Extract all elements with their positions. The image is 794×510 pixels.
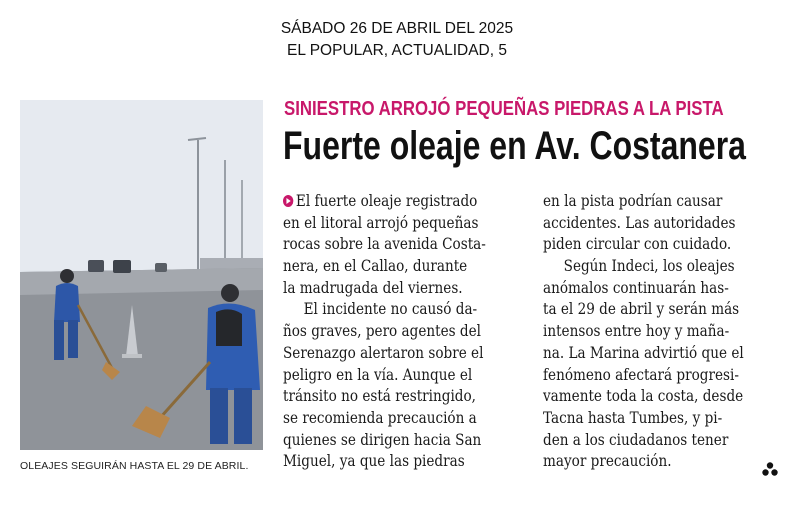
article-kicker: SINIESTRO ARROJÓ PEQUEÑAS PIEDRAS A LA PISTA — [284, 98, 724, 120]
body-line: mayor precaución. — [543, 451, 672, 471]
body-line: Serenazgo alertaron sobre el — [283, 342, 484, 362]
body-line: nera, en el Callao, durante — [283, 256, 468, 276]
body-line: se recomienda precaución a — [283, 407, 477, 427]
body-line: Miguel, ya que las piedras — [283, 451, 465, 471]
masthead-section: EL POPULAR, ACTUALIDAD, 5 — [287, 42, 507, 59]
body-line: El incidente no causó da- — [303, 299, 478, 319]
body-line: fenómeno afectará progresi- — [543, 364, 739, 384]
article-headline: Fuerte oleaje en Av. Costanera — [283, 124, 746, 168]
news-photo — [20, 100, 263, 450]
body-line: vamente toda la costa, desde — [543, 386, 744, 406]
end-of-article-icon — [762, 462, 778, 476]
body-line: den a los ciudadanos tener — [543, 429, 729, 449]
body-column-1 — [283, 190, 486, 472]
body-line: tránsito no está restringido, — [283, 386, 477, 406]
body-line: na. La Marina advirtió que el — [543, 342, 744, 362]
body-line: ta el 29 de abril y serán más — [543, 299, 740, 319]
masthead — [0, 18, 794, 62]
body-line: intensos entre hoy y maña- — [543, 321, 730, 341]
body-column-2 — [543, 190, 744, 472]
body-line: piden circular con cuidado. — [543, 234, 732, 254]
body-line: en el litoral arrojó pequeñas — [283, 212, 479, 232]
body-line: peligro en la vía. Aunque el — [283, 364, 473, 384]
body-line: rocas sobre la avenida Costa- — [283, 234, 486, 254]
body-line: Según Indeci, los oleajes — [563, 256, 735, 276]
masthead-date: SÁBADO 26 DE ABRIL DEL 2025 — [280, 20, 514, 37]
body-line: anómalos continuarán has- — [543, 277, 729, 297]
body-line: en la pista podrían causar — [543, 191, 723, 210]
body-line: Tacna hasta Tumbes, y pi- — [543, 407, 723, 427]
body-line: El fuerte oleaje registrado — [283, 190, 486, 212]
body-line: ños graves, pero agentes del — [283, 321, 482, 341]
body-line: la madrugada del viernes. — [283, 277, 463, 297]
photo-caption: OLEAJES SEGUIRÁN HASTA EL 29 DE ABRIL. — [20, 460, 249, 472]
body-line: accidentes. Las autoridades — [543, 212, 736, 232]
play-circle-icon — [283, 195, 293, 207]
body-line: quienes se dirigen hacia San — [283, 429, 482, 449]
